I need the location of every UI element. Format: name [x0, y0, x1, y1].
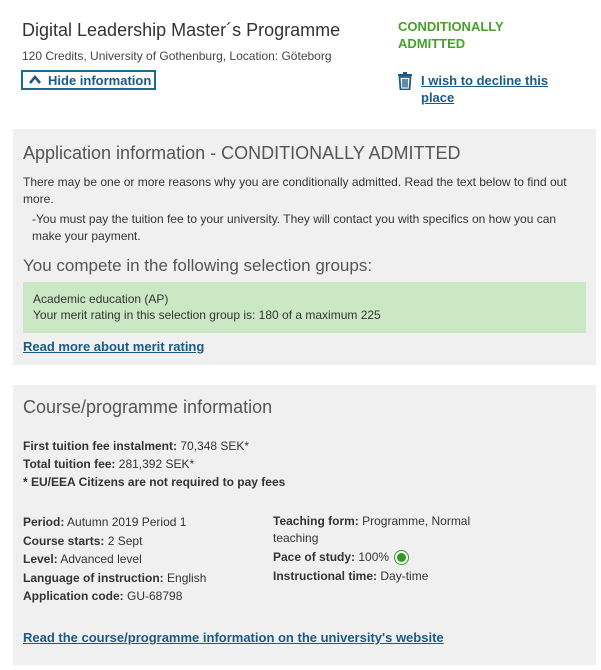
- programme-subtitle: 120 Credits, University of Gothenburg, Location: Göteborg: [22, 49, 332, 63]
- level-value: Advanced level: [60, 552, 142, 566]
- language-label: Language of instruction:: [23, 570, 164, 585]
- instructional-time-label: Instructional time:: [273, 569, 378, 583]
- chevron-up-icon: [28, 73, 42, 87]
- eu-fee-note: * EU/EEA Citizens are not required to pay fees: [23, 475, 286, 489]
- pace-of-study-row: [273, 549, 503, 566]
- period-label: Period:: [23, 515, 65, 529]
- teaching-form-row: [273, 513, 503, 547]
- decline-place-label: I wish to decline this place: [421, 73, 549, 105]
- selection-group-box: [23, 282, 586, 333]
- course-starts-row: [23, 532, 206, 551]
- trash-icon: [397, 72, 413, 90]
- level-label: Level:: [23, 552, 58, 566]
- pace-of-study-value: 100%: [358, 550, 390, 564]
- hide-information-label: Hide information: [48, 72, 152, 88]
- instructional-time-value: Day-time: [380, 569, 429, 583]
- conditional-reason-text: -You must pay the tuition fee to your university. They will contact you with specifics on how you can make your payment.: [32, 212, 557, 243]
- instructional-time-row: [273, 568, 503, 585]
- selection-group-name: Academic education (AP): [33, 292, 169, 306]
- conditional-intro-text: There may be one or more reasons why you are conditionally admitted. Read the text below to find out more.: [23, 175, 567, 206]
- course-details-right: [273, 513, 503, 587]
- merit-rating-link[interactable]: Read more about merit rating: [23, 339, 205, 354]
- period-row: [23, 513, 206, 532]
- programme-title: Digital Leadership Master´s Programme: [22, 20, 341, 40]
- university-website-link[interactable]: Read the course/programme information on the university's website: [23, 630, 444, 645]
- tuition-fees: [23, 437, 285, 491]
- programme-header: [0, 0, 601, 128]
- first-fee-label: First tuition fee instalment:: [23, 439, 178, 453]
- total-fee-label: Total tuition fee:: [23, 457, 116, 471]
- status-dot-icon: [395, 551, 408, 564]
- decline-place-link[interactable]: [397, 72, 561, 106]
- language-row: [23, 569, 206, 588]
- hide-information-button[interactable]: [21, 70, 156, 90]
- application-information-title: Application information - CONDITIONALLY ADMITTED: [23, 143, 461, 163]
- course-details-left: [23, 513, 206, 606]
- level-row: [23, 550, 206, 569]
- course-starts-value: 2 Sept: [107, 533, 143, 548]
- teaching-form-value: Programme, Normal teaching: [273, 514, 471, 545]
- application-code-label: Application code:: [23, 589, 124, 603]
- first-fee-value: 70,348 SEK*: [180, 439, 250, 453]
- period-value: Autumn 2019 Period 1: [67, 515, 187, 529]
- pace-of-study-label: Pace of study:: [273, 550, 356, 564]
- course-information-panel: [13, 385, 596, 665]
- language-value: English: [167, 570, 207, 585]
- total-fee-row: [23, 455, 285, 473]
- application-code-value: GU-68798: [127, 589, 183, 603]
- teaching-form-label: Teaching form:: [273, 514, 359, 528]
- first-fee-row: [23, 437, 285, 455]
- course-starts-label: Course starts:: [23, 533, 105, 548]
- course-information-title: Course/programme information: [23, 397, 273, 417]
- total-fee-value: 281,392 SEK*: [118, 457, 195, 471]
- application-information-panel: [13, 129, 596, 365]
- admission-status: CONDITIONALLY ADMITTED: [398, 19, 504, 51]
- selection-group-merit: Your merit rating in this selection group is: 180 of a maximum 225: [33, 308, 381, 322]
- application-code-row: [23, 587, 206, 606]
- selection-groups-heading: You compete in the following selection groups:: [23, 256, 373, 275]
